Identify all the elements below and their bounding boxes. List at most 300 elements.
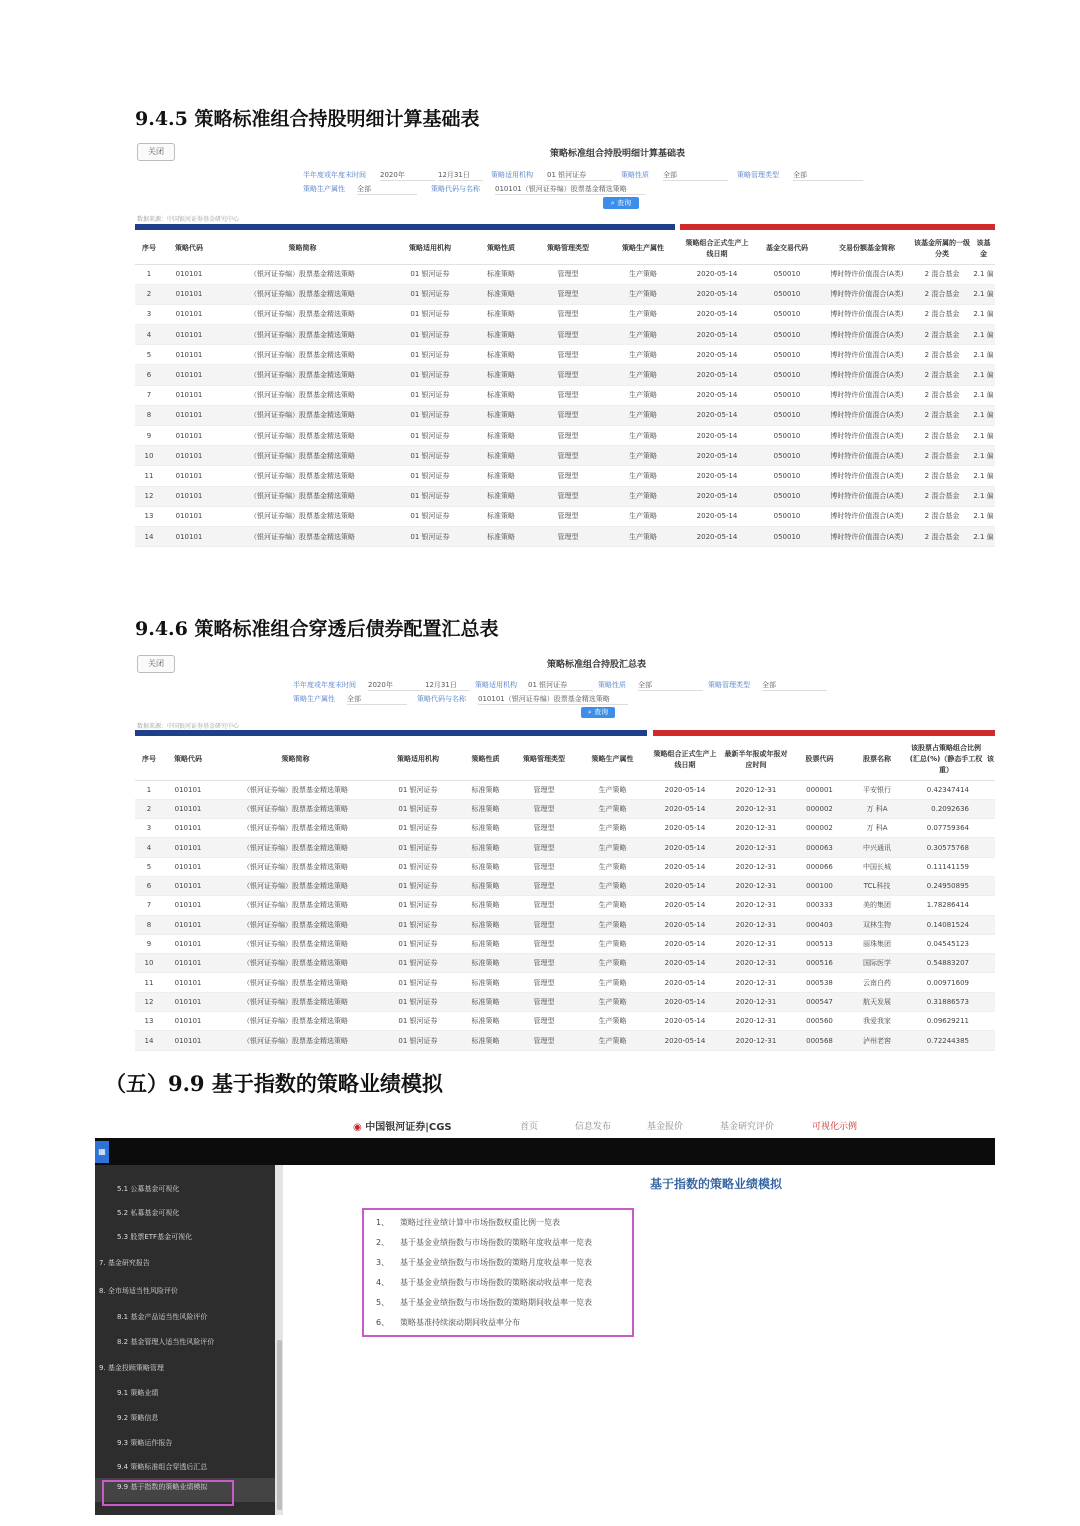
- table-cell: 2020-05-14: [650, 876, 720, 895]
- table-cell: 010101: [163, 915, 213, 934]
- filter-label-period: 半年度或年度末时间: [293, 681, 356, 689]
- table-cell: 050010: [752, 345, 822, 365]
- table-cell: 6: [135, 876, 163, 895]
- table-cell: 01 银河证券: [390, 466, 470, 486]
- filter-year-select[interactable]: 2020年: [368, 680, 423, 691]
- table-cell: 0.11141159: [907, 857, 985, 876]
- table-cell: 生产策略: [604, 466, 682, 486]
- filter-year-select[interactable]: 2020年: [380, 170, 435, 181]
- sidebar-item[interactable]: 9.9 基于指数的策略业绩模拟: [117, 1483, 208, 1491]
- table-cell: 000516: [792, 954, 847, 973]
- bond-allocation-panel: [135, 650, 995, 1050]
- table-cell: 生产策略: [604, 365, 682, 385]
- table-row[interactable]: [135, 819, 995, 838]
- table-cell: 生产策略: [575, 915, 650, 934]
- table-cell: 管理型: [532, 405, 604, 425]
- report-list-item[interactable]: [376, 1257, 592, 1268]
- table-cell: （银河证券编）股票基金精选策略: [213, 857, 378, 876]
- column-header[interactable]: 该股票占策略组合比例(汇总(%)（静态手工权重）: [907, 740, 985, 780]
- table-cell: 2020-05-14: [682, 264, 752, 284]
- data-source-note: 数据来源：中国银河证券基金研究中心: [137, 216, 240, 223]
- query-button[interactable]: [603, 197, 639, 209]
- sidebar-item[interactable]: 8.1 基金产品适当性风险评价: [117, 1313, 208, 1321]
- filter-label-period: 半年度或年度末时间: [303, 171, 366, 179]
- table-cell: 标准策略: [458, 1012, 513, 1031]
- table-cell: 标准策略: [470, 506, 532, 526]
- table-cell: 管理型: [532, 526, 604, 546]
- table-cell: 000063: [792, 838, 847, 857]
- column-header[interactable]: 策略管理类型: [532, 234, 604, 264]
- table-row[interactable]: [135, 857, 995, 876]
- table-cell: 2020-12-31: [720, 799, 792, 818]
- table-cell: 0.14081524: [907, 915, 985, 934]
- table-row[interactable]: [135, 446, 995, 466]
- table-cell: 标准策略: [470, 405, 532, 425]
- nav-research[interactable]: 基金研究评价: [720, 1122, 775, 1132]
- nav-home[interactable]: 首页: [520, 1122, 539, 1132]
- table-cell: 4: [135, 838, 163, 857]
- list-item-number: 6、: [376, 1318, 390, 1327]
- table-cell: 01 银河证券: [378, 934, 458, 953]
- table-cell: （银河证券编）股票基金精选策略: [215, 486, 390, 506]
- table-cell: 0.54883207: [907, 954, 985, 973]
- list-item-number: 4、: [376, 1278, 390, 1287]
- filter-nature-select[interactable]: 全部: [663, 170, 728, 181]
- table-cell: 7: [135, 385, 163, 405]
- filter-strategy-select[interactable]: 010101（银河证券编）股票基金精选策略: [478, 694, 628, 705]
- column-header[interactable]: 该基金: [972, 234, 995, 264]
- table-cell: 标准策略: [458, 799, 513, 818]
- table-row[interactable]: [135, 876, 995, 895]
- filter-label-institution: 策略适用机构: [475, 681, 517, 689]
- column-header[interactable]: 该基金所属的一级分类: [912, 234, 972, 264]
- table-cell: 01 银河证券: [390, 506, 470, 526]
- table-cell: 2020-05-14: [682, 385, 752, 405]
- list-item-link[interactable]: 策略基准持续滚动期间收益率分布: [400, 1318, 520, 1327]
- close-button[interactable]: 关闭: [137, 655, 175, 673]
- nav-news[interactable]: 信息发布: [575, 1122, 612, 1132]
- report-list-item[interactable]: [376, 1277, 592, 1288]
- filter-management-select[interactable]: 全部: [762, 680, 827, 691]
- table-cell: 050010: [752, 284, 822, 304]
- table-cell: （银河证券编）股票基金精选策略: [213, 954, 378, 973]
- report-list-item[interactable]: [376, 1237, 592, 1248]
- table-cell: 010101: [163, 934, 213, 953]
- table-row[interactable]: [135, 284, 995, 304]
- table-cell: 航天发展: [847, 992, 907, 1011]
- table-cell: 050010: [752, 446, 822, 466]
- table-cell: 管理型: [532, 385, 604, 405]
- table-cell: （银河证券编）股票基金精选策略: [213, 934, 378, 953]
- table-row[interactable]: [135, 405, 995, 425]
- table-row[interactable]: [135, 1012, 995, 1031]
- table-cell: 11: [135, 466, 163, 486]
- table-row[interactable]: [135, 954, 995, 973]
- table-cell: 2.1 偏: [972, 325, 995, 345]
- table-cell: 8: [135, 915, 163, 934]
- table-cell: 2 混合基金: [912, 365, 972, 385]
- table-cell: 国际医学: [847, 954, 907, 973]
- table-cell: 01 银河证券: [378, 857, 458, 876]
- table-cell: 管理型: [513, 915, 575, 934]
- column-header[interactable]: 股票名称: [847, 740, 907, 780]
- table-cell: 010101: [163, 466, 215, 486]
- column-header[interactable]: 股票代码: [792, 740, 847, 780]
- table-cell: 生产策略: [575, 973, 650, 992]
- table-cell: 000002: [792, 799, 847, 818]
- table-cell: 2020-12-31: [720, 857, 792, 876]
- table-cell: 2020-05-14: [650, 1012, 720, 1031]
- table-cell: 生产策略: [604, 486, 682, 506]
- query-label: 查询: [594, 708, 609, 716]
- table-cell: 中国长城: [847, 857, 907, 876]
- table-cell: 生产策略: [604, 426, 682, 446]
- column-header[interactable]: 序号: [135, 740, 163, 780]
- table-cell: 生产策略: [575, 992, 650, 1011]
- table-cell: 6: [135, 365, 163, 385]
- table-cell: 2020-05-14: [650, 780, 720, 799]
- sidebar-item[interactable]: 9.2 策略信息: [117, 1414, 159, 1422]
- table-cell: 2020-05-14: [650, 799, 720, 818]
- table-cell: 2.1 偏: [972, 466, 995, 486]
- column-header[interactable]: 策略组合正式生产上线日期: [650, 740, 720, 780]
- column-header[interactable]: 策略简称: [213, 740, 378, 780]
- table-row[interactable]: [135, 466, 995, 486]
- table-row[interactable]: [135, 365, 995, 385]
- table-cell: 标准策略: [470, 385, 532, 405]
- column-header[interactable]: 策略代码: [163, 234, 215, 264]
- table-cell: 博时特许价值混合(A类): [822, 506, 912, 526]
- table-cell: 2020-12-31: [720, 934, 792, 953]
- table-cell: 美的集团: [847, 896, 907, 915]
- table-cell: 000333: [792, 896, 847, 915]
- table-cell: （银河证券编）股票基金精选策略: [213, 915, 378, 934]
- column-header[interactable]: 策略适用机构: [390, 234, 470, 264]
- table-cell: 标准策略: [470, 486, 532, 506]
- table-cell: 01 银河证券: [390, 325, 470, 345]
- list-item-link[interactable]: 基于基金业绩指数与市场指数的策略滚动收益率一览表: [400, 1278, 592, 1287]
- table-cell: 010101: [163, 284, 215, 304]
- table-cell: 2020-05-14: [650, 857, 720, 876]
- nav-visualization[interactable]: 可视化示例: [812, 1122, 858, 1132]
- table-cell: 管理型: [513, 954, 575, 973]
- table-cell: 010101: [163, 345, 215, 365]
- filter-label-management: 策略管理类型: [708, 681, 750, 689]
- filter-date-select[interactable]: 12月31日: [438, 170, 483, 181]
- table-cell: 010101: [163, 405, 215, 425]
- table-cell: 管理型: [513, 1031, 575, 1050]
- table-cell: 000100: [792, 876, 847, 895]
- table-row[interactable]: [135, 838, 995, 857]
- table-cell: 010101: [163, 857, 213, 876]
- filter-institution-select[interactable]: 01 银河证券: [528, 680, 593, 691]
- report-list: [362, 1208, 634, 1337]
- table-row[interactable]: [135, 304, 995, 324]
- grid-icon[interactable]: ▦: [95, 1141, 109, 1163]
- table-row[interactable]: [135, 896, 995, 915]
- table-cell: 2.1 偏: [972, 446, 995, 466]
- table-cell: 050010: [752, 466, 822, 486]
- table-cell: 050010: [752, 325, 822, 345]
- table-cell: 050010: [752, 365, 822, 385]
- data-source-note: 数据来源：中国银河证券基金研究中心: [137, 723, 240, 730]
- sidebar-item[interactable]: 5.3 股票ETF基金可视化: [117, 1233, 193, 1241]
- table-cell: 8: [135, 405, 163, 425]
- table-cell: 管理型: [513, 992, 575, 1011]
- table-row[interactable]: [135, 426, 995, 446]
- filter-label-production: 策略生产属性: [303, 185, 345, 193]
- filter-management-select[interactable]: 全部: [793, 170, 863, 181]
- table-cell: 01 银河证券: [378, 954, 458, 973]
- table-cell: 2020-05-14: [682, 405, 752, 425]
- column-header[interactable]: 策略代码: [163, 740, 213, 780]
- table-cell: 010101: [163, 365, 215, 385]
- table-cell: 01 银河证券: [378, 915, 458, 934]
- query-button[interactable]: [581, 707, 615, 718]
- table-cell: 010101: [163, 838, 213, 857]
- table-cell: 标准策略: [470, 526, 532, 546]
- filter-label-institution: 策略适用机构: [491, 171, 533, 179]
- table-cell: 管理型: [513, 857, 575, 876]
- table-row[interactable]: [135, 345, 995, 365]
- table-cell: 1.78286414: [907, 896, 985, 915]
- table-cell: 0.72244385: [907, 1031, 985, 1050]
- table-cell: 2020-12-31: [720, 838, 792, 857]
- table-cell: 丽珠集团: [847, 934, 907, 953]
- table-cell: 博时特许价值混合(A类): [822, 526, 912, 546]
- table-cell: 生产策略: [604, 325, 682, 345]
- table-cell: 博时特许价值混合(A类): [822, 446, 912, 466]
- column-header[interactable]: 策略适用机构: [378, 740, 458, 780]
- table-cell: 14: [135, 526, 163, 546]
- filter-label-nature: 策略性质: [598, 681, 626, 689]
- column-header[interactable]: 策略组合正式生产上线日期: [682, 234, 752, 264]
- table-cell: 2 混合基金: [912, 486, 972, 506]
- table-cell: 标准策略: [458, 934, 513, 953]
- table-cell: 2: [135, 284, 163, 304]
- filter-date-select[interactable]: 12月31日: [425, 680, 470, 691]
- table-cell: 000538: [792, 973, 847, 992]
- table-cell: 2020-12-31: [720, 896, 792, 915]
- report-list-item[interactable]: [376, 1217, 560, 1228]
- table-cell: 标准策略: [470, 325, 532, 345]
- table-cell: 000568: [792, 1031, 847, 1050]
- table-cell: 12: [135, 992, 163, 1011]
- list-item-number: 5、: [376, 1298, 390, 1307]
- bond-allocation-table: [135, 740, 995, 1051]
- table-cell: 2 混合基金: [912, 264, 972, 284]
- column-header[interactable]: 策略性质: [470, 234, 532, 264]
- table-row[interactable]: [135, 915, 995, 934]
- table-cell: [985, 992, 995, 1011]
- table-cell: 000066: [792, 857, 847, 876]
- table-cell: （银河证券编）股票基金精选策略: [215, 526, 390, 546]
- sidebar-scroll-thumb[interactable]: [277, 1340, 282, 1510]
- table-row[interactable]: [135, 1031, 995, 1050]
- table-cell: 生产策略: [604, 526, 682, 546]
- table-cell: 2.1 偏: [972, 526, 995, 546]
- table-cell: 生产策略: [575, 838, 650, 857]
- table-row[interactable]: [135, 264, 995, 284]
- filter-strategy-select[interactable]: 010101（银河证券编）股票基金精选策略: [495, 184, 645, 195]
- table-row[interactable]: [135, 486, 995, 506]
- list-item-link[interactable]: 基于基金业绩指数与市场指数的策略月度收益率一览表: [400, 1258, 592, 1267]
- selected-item-highlight: [102, 1480, 234, 1506]
- holdings-detail-table: [135, 234, 995, 547]
- table-cell: 3: [135, 304, 163, 324]
- filter-label-strategy: 策略代码与名称: [417, 695, 466, 703]
- table-cell: 9: [135, 426, 163, 446]
- table-row[interactable]: [135, 385, 995, 405]
- table-cell: 万 科A: [847, 819, 907, 838]
- table-cell: 博时特许价值混合(A类): [822, 325, 912, 345]
- table-cell: 000547: [792, 992, 847, 1011]
- table-cell: 01 银河证券: [390, 365, 470, 385]
- filter-nature-select[interactable]: 全部: [638, 680, 703, 691]
- table-cell: 11: [135, 973, 163, 992]
- table-row[interactable]: [135, 992, 995, 1011]
- table-cell: 管理型: [513, 876, 575, 895]
- table-cell: 000560: [792, 1012, 847, 1031]
- table-cell: 2 混合基金: [912, 426, 972, 446]
- table-cell: 2020-05-14: [650, 915, 720, 934]
- table-row[interactable]: [135, 973, 995, 992]
- sidebar-item[interactable]: 9. 基金投顾策略管理: [99, 1364, 164, 1372]
- header-color-band: [135, 730, 995, 736]
- sidebar-item[interactable]: 7. 基金研究报告: [99, 1259, 150, 1267]
- table-cell: 050010: [752, 385, 822, 405]
- table-row[interactable]: [135, 799, 995, 818]
- table-cell: 2.1 偏: [972, 426, 995, 446]
- table-cell: 标准策略: [458, 954, 513, 973]
- table-row[interactable]: [135, 526, 995, 546]
- table-cell: [985, 838, 995, 857]
- table-cell: （银河证券编）股票基金精选策略: [215, 385, 390, 405]
- list-item-link[interactable]: 策略过往业绩计算中市场指数权重比例一览表: [400, 1218, 560, 1227]
- table-cell: 01 银河证券: [378, 819, 458, 838]
- column-header[interactable]: 基金交易代码: [752, 234, 822, 264]
- column-header[interactable]: 该: [985, 740, 995, 780]
- nav-quotes[interactable]: 基金报价: [647, 1122, 684, 1132]
- cgs-logo-icon: ◉: [353, 1122, 366, 1133]
- table-cell: 10: [135, 446, 163, 466]
- table-cell: 10: [135, 954, 163, 973]
- filter-label-management: 策略管理类型: [737, 171, 779, 179]
- table-cell: 2020-05-14: [682, 506, 752, 526]
- table-cell: 000002: [792, 819, 847, 838]
- sidebar-item[interactable]: 9.3 策略运作报告: [117, 1439, 173, 1447]
- column-header[interactable]: 策略生产属性: [604, 234, 682, 264]
- table-cell: 2020-05-14: [682, 284, 752, 304]
- table-cell: 2020-05-14: [650, 954, 720, 973]
- list-item-number: 3、: [376, 1258, 390, 1267]
- table-cell: 万 科A: [847, 799, 907, 818]
- table-cell: 管理型: [532, 466, 604, 486]
- table-row[interactable]: [135, 325, 995, 345]
- table-cell: 01 银河证券: [378, 780, 458, 799]
- column-header[interactable]: 策略简称: [215, 234, 390, 264]
- table-cell: 2020-05-14: [650, 1031, 720, 1050]
- table-cell: （银河证券编）股票基金精选策略: [215, 264, 390, 284]
- table-cell: 2020-12-31: [720, 915, 792, 934]
- table-cell: 生产策略: [604, 264, 682, 284]
- table-cell: 9: [135, 934, 163, 953]
- table-row[interactable]: [135, 934, 995, 953]
- table-cell: 050010: [752, 304, 822, 324]
- table-cell: 2020-05-14: [682, 466, 752, 486]
- table-cell: 0.30575768: [907, 838, 985, 857]
- table-cell: 标准策略: [458, 780, 513, 799]
- table-cell: 01 银河证券: [378, 1031, 458, 1050]
- table-cell: 000001: [792, 780, 847, 799]
- column-header[interactable]: 序号: [135, 234, 163, 264]
- table-cell: 1: [135, 780, 163, 799]
- table-cell: 生产策略: [604, 304, 682, 324]
- sidebar-item[interactable]: 8.2 基金管理人适当性风险评价: [117, 1338, 215, 1346]
- table-cell: （银河证券编）股票基金精选策略: [215, 304, 390, 324]
- table-cell: [985, 780, 995, 799]
- table-cell: 010101: [163, 1031, 213, 1050]
- table-cell: 2020-05-14: [650, 992, 720, 1011]
- table-cell: 管理型: [513, 780, 575, 799]
- table-cell: 生产策略: [575, 819, 650, 838]
- table-row[interactable]: [135, 506, 995, 526]
- table-cell: [985, 915, 995, 934]
- table-row[interactable]: [135, 780, 995, 799]
- header-color-band: [135, 224, 995, 230]
- table-cell: （银河证券编）股票基金精选策略: [215, 446, 390, 466]
- column-header[interactable]: 策略性质: [458, 740, 513, 780]
- filter-label-strategy: 策略代码与名称: [431, 185, 480, 193]
- filter-production-select[interactable]: 全部: [357, 184, 417, 195]
- table-cell: 博时特许价值混合(A类): [822, 345, 912, 365]
- table-cell: 010101: [163, 264, 215, 284]
- sidebar-item[interactable]: 5.1 公募基金可视化: [117, 1185, 180, 1193]
- panel-title: 策略标准组合持股明细计算基础表: [550, 149, 686, 159]
- table-cell: 2.1 偏: [972, 506, 995, 526]
- filter-production-select[interactable]: 全部: [347, 694, 407, 705]
- sidebar-item[interactable]: 9.4 策略标准组合穿透后汇总: [117, 1463, 208, 1471]
- table-cell: （银河证券编）股票基金精选策略: [215, 466, 390, 486]
- table-cell: 管理型: [532, 304, 604, 324]
- column-header[interactable]: 策略生产属性: [575, 740, 650, 780]
- column-header[interactable]: 最新半年报或年报对应时间: [720, 740, 792, 780]
- table-cell: 2 混合基金: [912, 506, 972, 526]
- table-cell: 生产策略: [604, 405, 682, 425]
- sidebar-item[interactable]: 9.1 策略业绩: [117, 1389, 159, 1397]
- table-cell: （银河证券编）股票基金精选策略: [213, 1012, 378, 1031]
- sidebar-item[interactable]: 8. 全市场适当性风险评价: [99, 1287, 178, 1295]
- table-cell: 01 银河证券: [390, 486, 470, 506]
- table-cell: 01 银河证券: [390, 264, 470, 284]
- filter-institution-select[interactable]: 01 银河证券: [547, 170, 612, 181]
- list-item-link[interactable]: 基于基金业绩指数与市场指数的策略年度收益率一览表: [400, 1238, 592, 1247]
- sidebar-item[interactable]: 5.2 私募基金可视化: [117, 1209, 180, 1217]
- table-cell: 2020-05-14: [650, 934, 720, 953]
- cgs-logo[interactable]: [353, 1118, 452, 1133]
- table-cell: （银河证券编）股票基金精选策略: [215, 426, 390, 446]
- table-cell: 博时特许价值混合(A类): [822, 405, 912, 425]
- close-button[interactable]: 关闭: [137, 143, 175, 161]
- list-item-link[interactable]: 基于基金业绩指数与市场指数的策略期间收益率一览表: [400, 1298, 592, 1307]
- column-header[interactable]: 交易份额基金简称: [822, 234, 912, 264]
- report-list-item[interactable]: [376, 1317, 520, 1328]
- column-header[interactable]: 策略管理类型: [513, 740, 575, 780]
- table-cell: 生产策略: [575, 857, 650, 876]
- table-cell: 010101: [163, 426, 215, 446]
- table-cell: 平安银行: [847, 780, 907, 799]
- report-list-item[interactable]: [376, 1297, 592, 1308]
